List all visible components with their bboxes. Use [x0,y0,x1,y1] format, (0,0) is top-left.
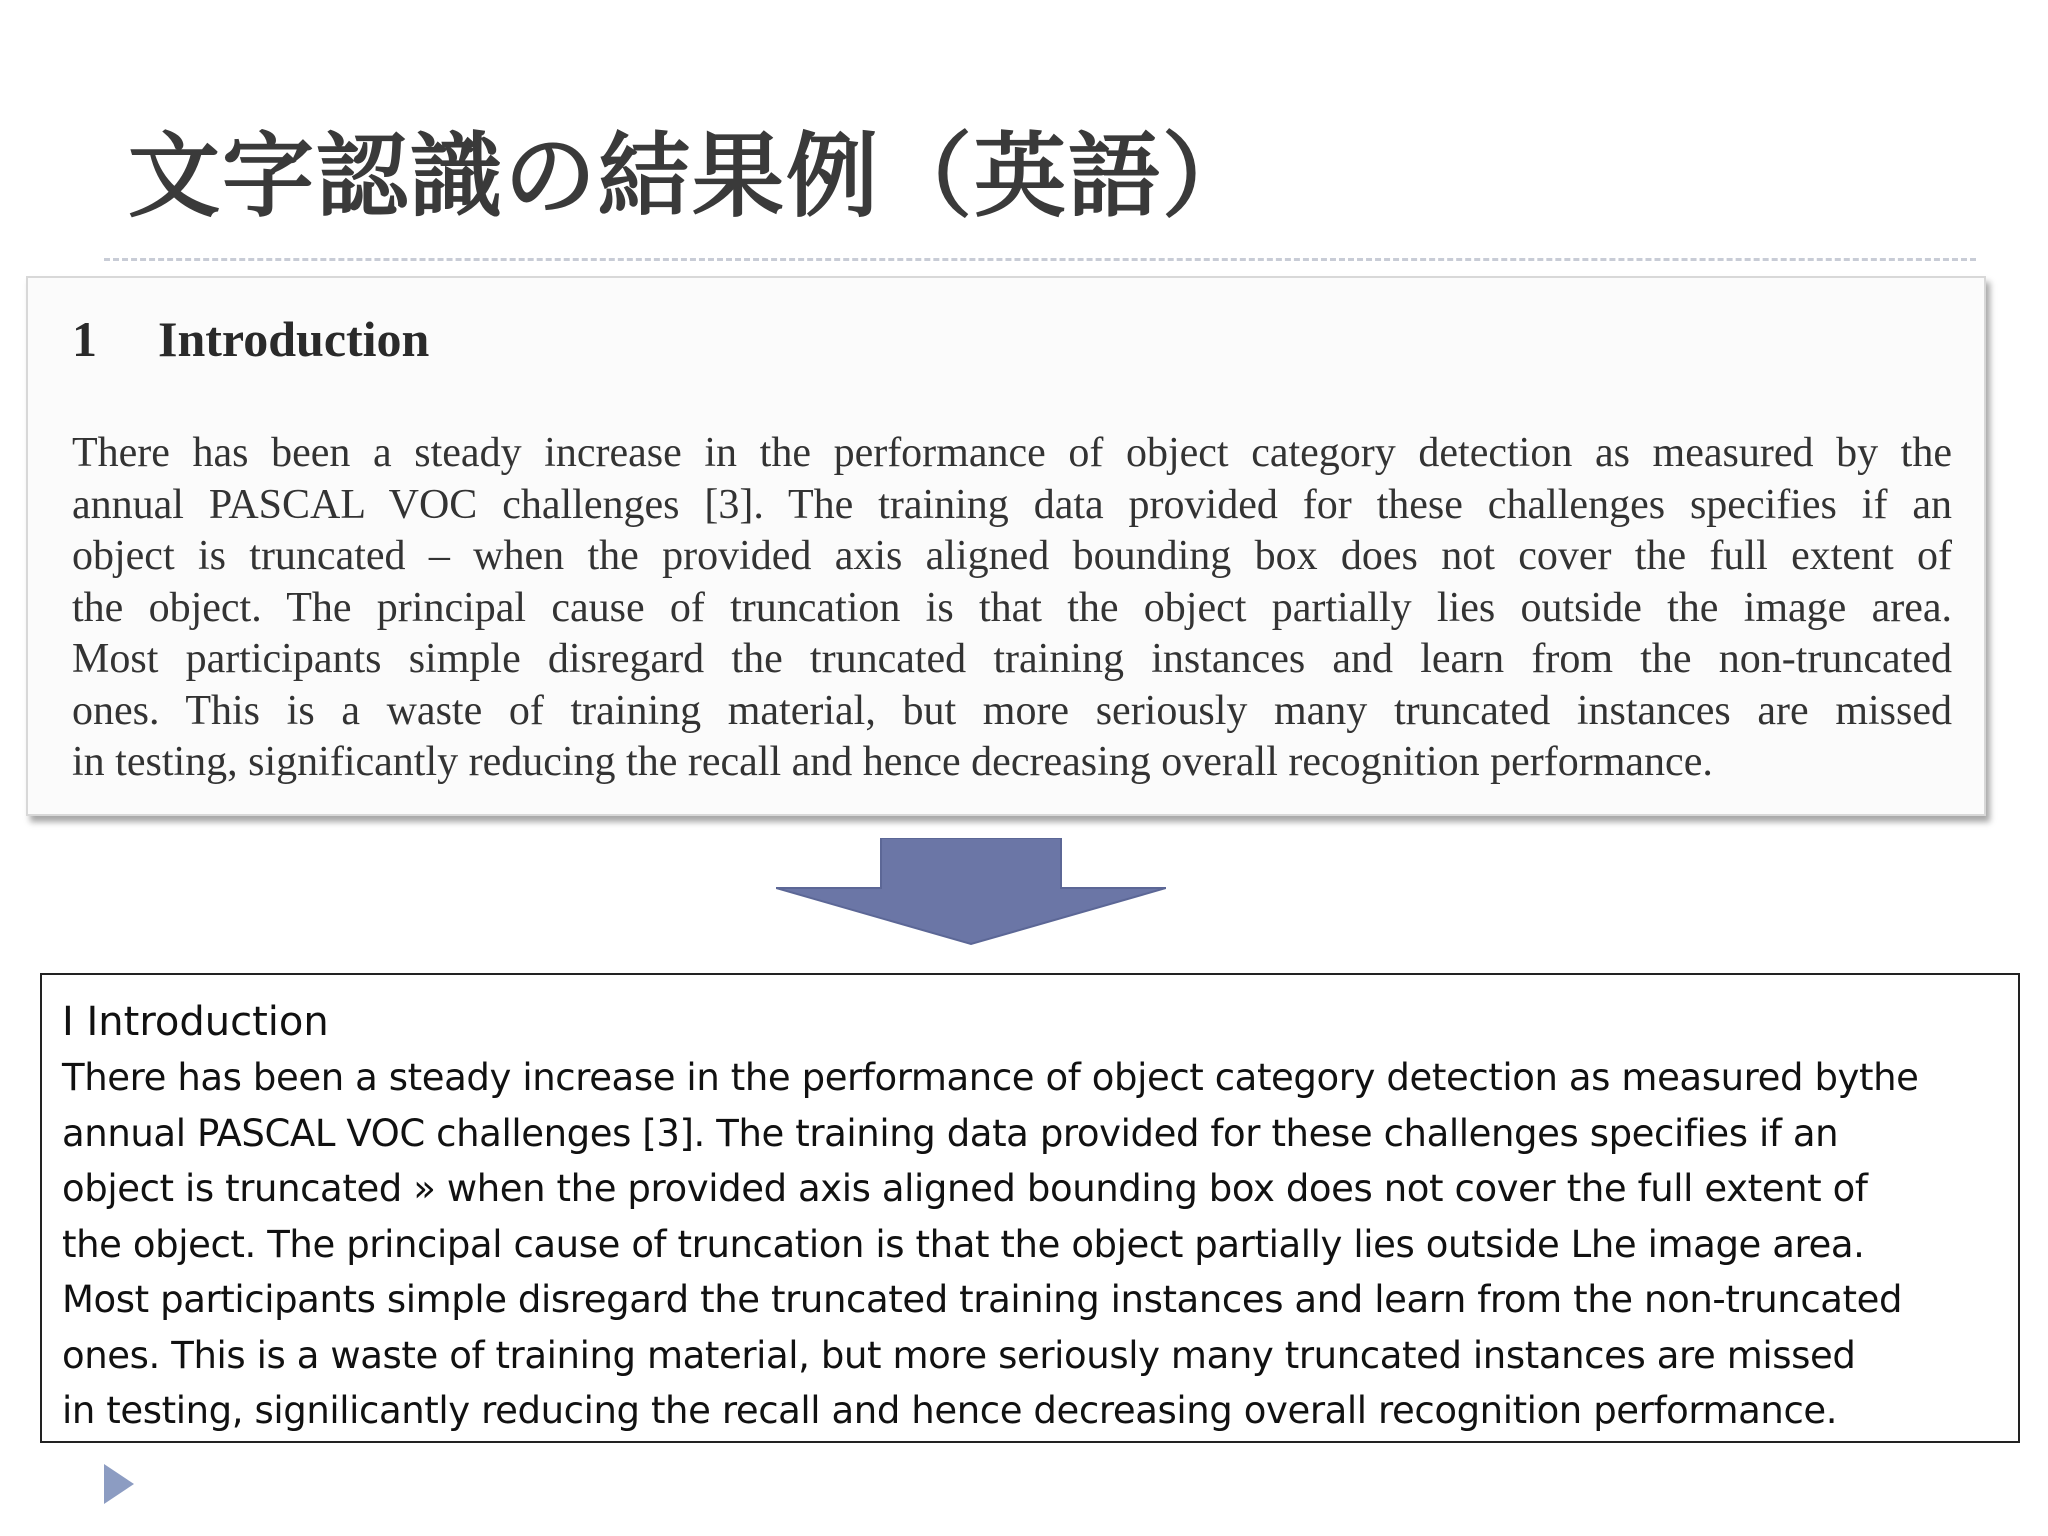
play-triangle-icon [102,1462,136,1506]
scan-line: There has been a steady increase in the performance of object category detection as measured by the [72,430,1952,476]
slide-title: 文字認識の結果例（英語） [128,122,1257,230]
title-divider [104,258,1976,261]
scanned-document-image [26,276,1986,816]
ocr-heading: I Introduction [62,999,329,1045]
scan-line: ones. This is a waste of training material, but more seriously many truncated instances are missed [72,687,1952,734]
ocr-line: object is truncated » when the provided axis aligned bounding box does not cover the full extent of [62,1167,1868,1210]
scan-line: the object. The principal cause of truncation is that the object partially lies outside the image area. [72,584,1952,631]
scan-heading-number: 1 [72,311,97,367]
ocr-paragraph [62,1050,2002,1439]
ocr-line: ones. This is a waste of training material, but more seriously many truncated instances are missed [62,1333,1856,1377]
scan-line: in testing, significantly reducing the recall and hence decreasing overall recognition performance. [72,739,1713,785]
scan-section-heading [72,311,430,367]
ocr-result-box [40,973,2020,1443]
scan-line: Most participants simple disregard the truncated training instances and learn from the non-truncated [72,636,1952,682]
ocr-line: Most participants simple disregard the truncated training instances and learn from the non-truncated [62,1278,1903,1321]
scan-line: annual PASCAL VOC challenges [3]. The training data provided for these challenges specifies if an [72,481,1952,528]
ocr-line: the object. The principal cause of truncation is that the object partially lies outside Lhe image area. [62,1222,1865,1266]
scan-paragraph [72,428,1952,789]
ocr-line: annual PASCAL VOC challenges [3]. The training data provided for these challenges specifies if an [62,1111,1839,1155]
ocr-line: There has been a steady increase in the performance of object category detection as measured bythe [62,1056,1919,1099]
down-arrow-icon [776,838,1166,946]
scan-heading-text: Introduction [158,311,430,367]
scan-line: object is truncated – when the provided axis aligned bounding box does not cover the full extent of [72,533,1952,579]
ocr-line: in testing, signilicantly reducing the recall and hence decreasing overall recognition performance. [62,1389,1838,1432]
